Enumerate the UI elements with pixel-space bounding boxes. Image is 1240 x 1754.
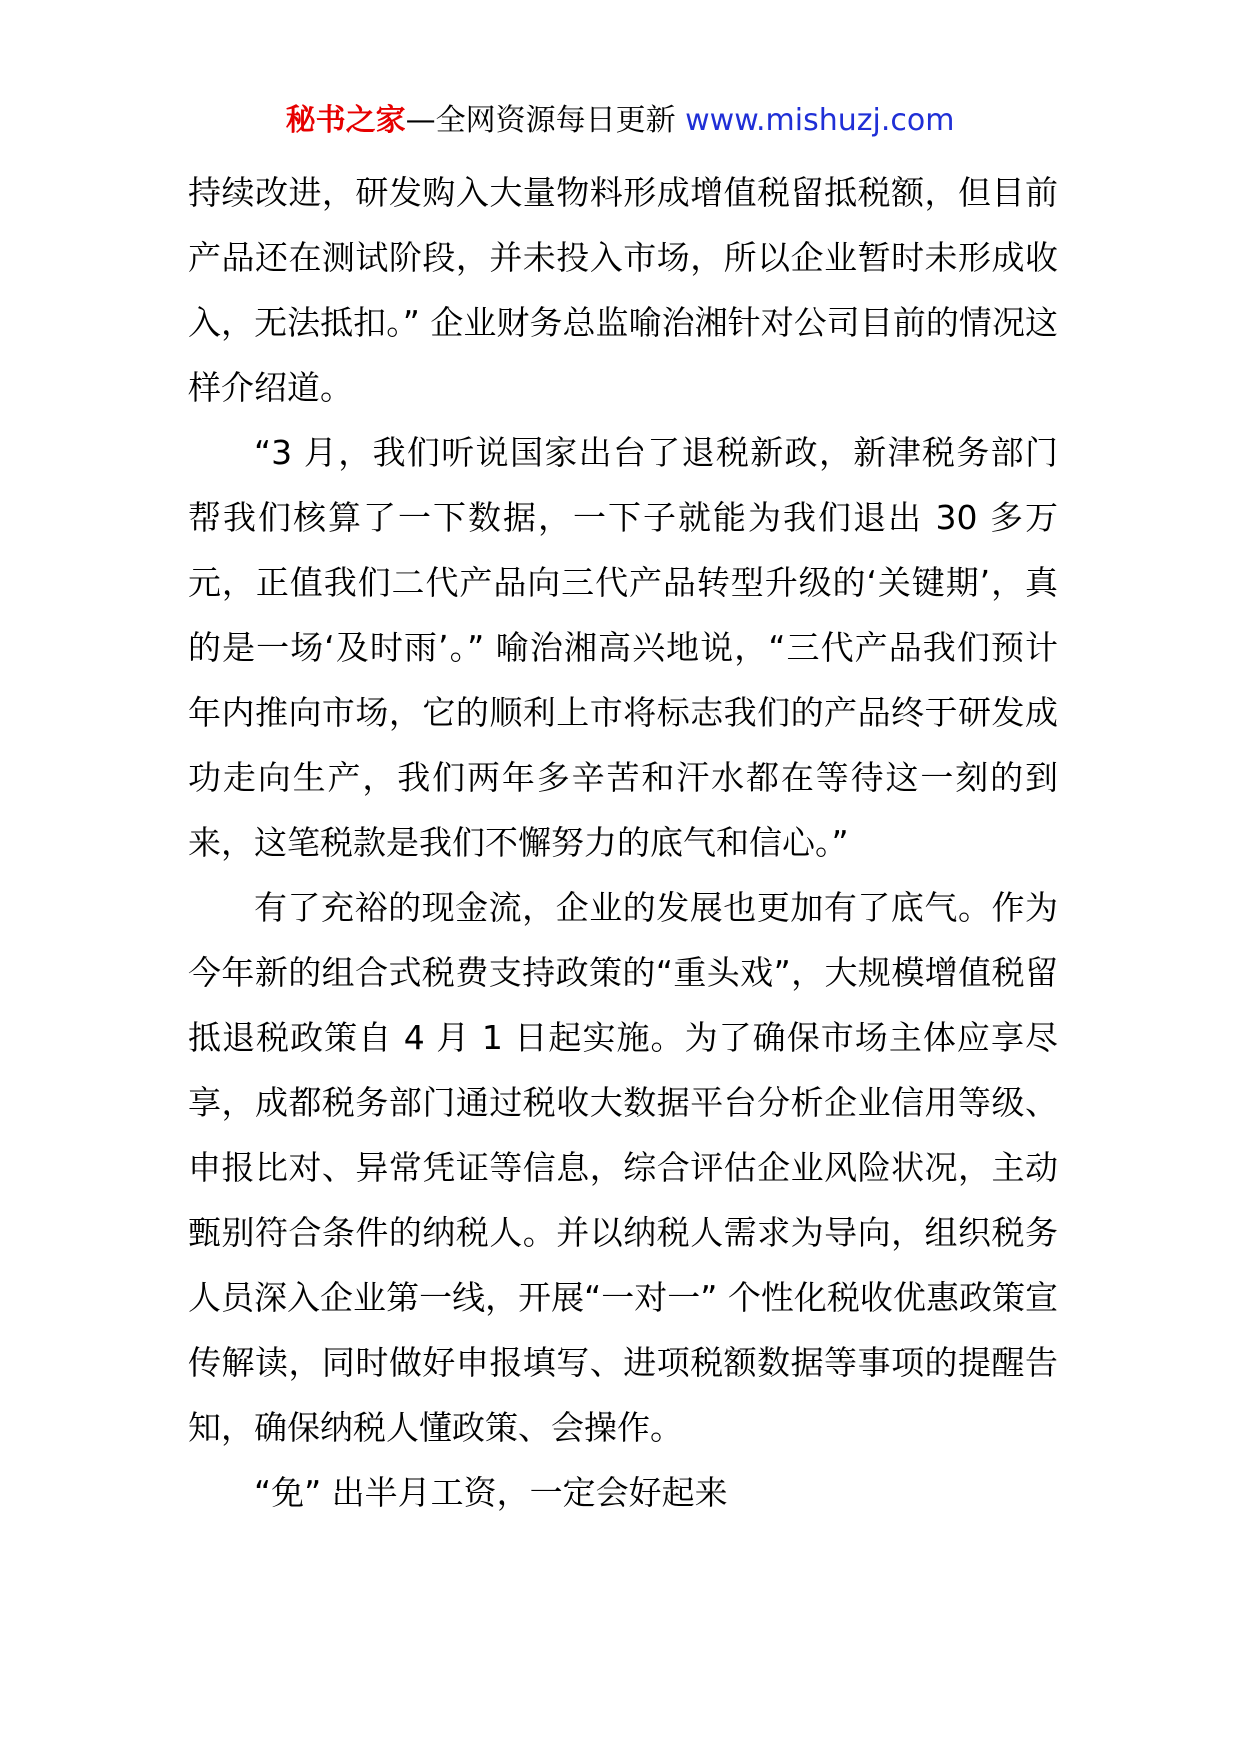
paragraph-continuation: 持续改进，研发购入大量物料形成增值税留抵税额，但目前产品还在测试阶段，并未投入市场，所以企业暂时未形成收入，无法抵扣。” 企业财务总监喻治湘针对公司目前的情况这样介绍道。 — [188, 173, 1058, 407]
header-tagline: —全网资源每日更新 — [405, 103, 686, 138]
document-body — [188, 160, 1058, 1525]
paragraph-cash-flow: 有了充裕的现金流，企业的发展也更加有了底气。作为今年新的组合式税费支持政策的“重头戏”，大规模增值税留抵退税政策自 4 月 1 日起实施。为了确保市场主体应享尽享，成都税务部门通过税收大数据平台分析企业信用等级、申报比对、异常凭证等信息，综合评估企业风险状况，主动甄别符合条件的纳税人。并以纳税人需求为导向，组织税务人员深入企业第一线，开展“一对一” 个性化税收优惠政策宣传解读，同时做好申报填写、进项税额数据等事项的提醒告知，确保纳税人懂政策、会操作。 — [188, 888, 1058, 1447]
paragraph-quote-tax-refund: “3 月，我们听说国家出台了退税新政，新津税务部门帮我们核算了一下数据，一下子就能为我们退出 30 多万元，正值我们二代产品向三代产品转型升级的‘关键期’，真的是一场‘及时雨’。” 喻治湘高兴地说，“三代产品我们预计年内推向市场，它的顺利上市将标志我们的产品终于研发成功走向生产，我们两年多辛苦和汗水都在等待这一刻的到来，这笔税款是我们不懈努力的底气和信心。” — [188, 433, 1058, 862]
header-brand: 秘书之家 — [285, 103, 406, 138]
paragraph-subheading: “免” 出半月工资，一定会好起来 — [254, 1473, 728, 1512]
page-header — [0, 101, 1240, 141]
header-url-link[interactable]: www.mishuzj.com — [685, 103, 955, 138]
